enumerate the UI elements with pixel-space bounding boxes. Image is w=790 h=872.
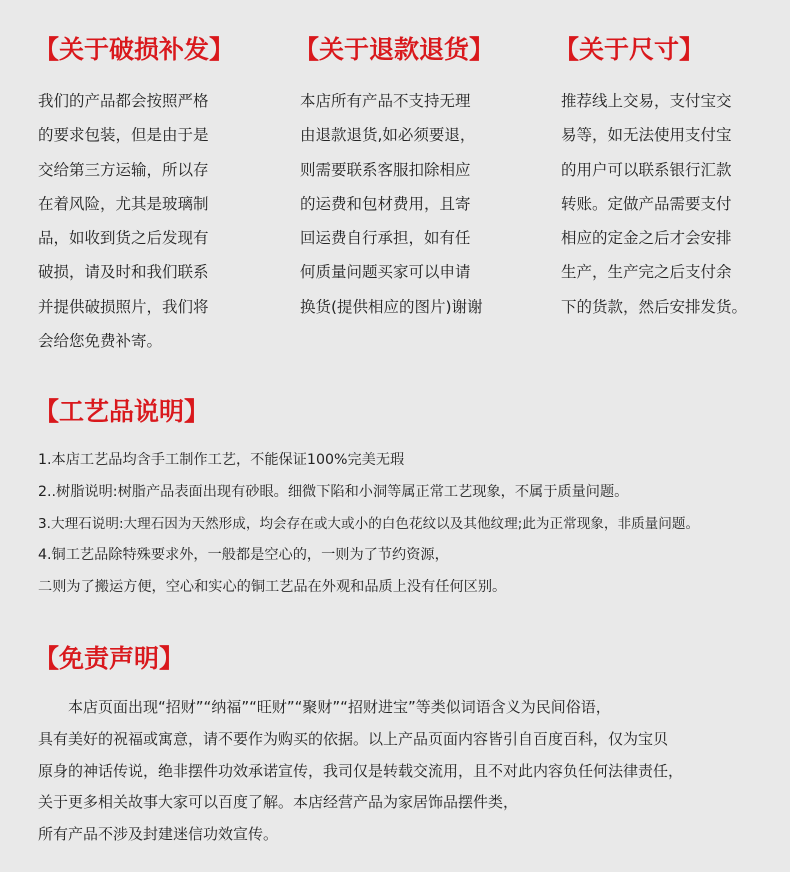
damage-heading: 【关于破损补发】 (34, 35, 235, 64)
text-line: 我们的产品都会按照严格 (38, 92, 209, 110)
list-item: 二则为了搬运方便，空心和实心的铜工艺品在外观和品质上没有任何区别。 (38, 579, 507, 596)
returns-heading: 【关于退款退货】 (294, 35, 495, 64)
text-line: 具有美好的祝福或寓意，请不要作为购买的依据。以上产品页面内容皆引自百度百科，仅为宝贝 (38, 729, 669, 748)
text-line: 在着风险，尤其是玻璃制 (38, 194, 209, 213)
text-line: 关于更多相关故事大家可以百度了解。本店经营产品为家居饰品摆件类， (38, 793, 519, 812)
list-item: 1.本店工艺品均含手工制作工艺，不能保证100%完美无瑕 (38, 452, 405, 468)
text-line: 的用户可以联系银行汇款 (561, 160, 732, 179)
text-line: 并提供破损照片，我们将 (38, 297, 209, 316)
text-line: 的运费和包材费用，且寄 (300, 194, 471, 213)
text-line: 会给您免费补寄。 (38, 332, 163, 351)
text-line: 下的货款，然后安排发货。 (561, 297, 748, 316)
disclaimer-text (38, 692, 683, 851)
crafts-list (38, 445, 699, 604)
text-line: 破损，请及时和我们联系 (38, 263, 209, 282)
text-line: 由退款退货,如必须要退， (300, 126, 476, 145)
text-line: 交给第三方运输，所以存 (38, 160, 209, 179)
text-line: 换货(提供相应的图片)谢谢 (300, 297, 483, 316)
list-item: 2..树脂说明:树脂产品表面出现有砂眼。细微下陷和小洞等属正常工艺现象，不属于质量问题。 (38, 483, 629, 500)
text-line: 回运费自行承担，如有任 (300, 229, 471, 248)
text-line: 本店所有产品不支持无理 (300, 92, 471, 110)
text-line: 相应的定金之后才会安排 (561, 229, 732, 248)
text-line: 的要求包装，但是由于是 (38, 126, 209, 145)
text-line: 易等，如无法使用支付宝 (561, 126, 732, 145)
list-item: 4.铜工艺品除特殊要求外，一般都是空心的，一则为了节约资源， (38, 547, 449, 564)
crafts-heading: 【工艺品说明】 (34, 397, 210, 426)
size-text (561, 84, 747, 324)
text-line: 原身的神话传说，绝非摆件功效承诺宣传，我司仅是转载交流用，且不对此内容负任何法律责任， (38, 761, 684, 780)
disclaimer-heading: 【免责声明】 (34, 644, 185, 673)
text-line: 转账。定做产品需要支付 (561, 194, 732, 213)
returns-text (300, 84, 483, 324)
text-line: 品，如收到货之后发现有 (38, 229, 209, 248)
text-line: 生产，生产完之后支付余 (561, 263, 732, 282)
text-line: 推荐线上交易，支付宝交 (561, 92, 732, 110)
text-line: 本店页面出现“招财”“纳福”“旺财”“聚财”“招财进宝”等类似词语含义为民间俗语， (68, 698, 611, 716)
text-line: 则需要联系客服扣除相应 (300, 160, 471, 179)
text-line: 何质量问题买家可以申请 (300, 263, 471, 282)
list-item: 3.大理石说明:大理石因为天然形成，均会存在或大或小的白色花纹以及其他纹理;此为正常现象，非质量问题。 (38, 515, 700, 532)
size-heading: 【关于尺寸】 (554, 35, 705, 64)
damage-text (38, 84, 209, 358)
text-line: 所有产品不涉及封建迷信功效宣传。 (38, 825, 279, 844)
